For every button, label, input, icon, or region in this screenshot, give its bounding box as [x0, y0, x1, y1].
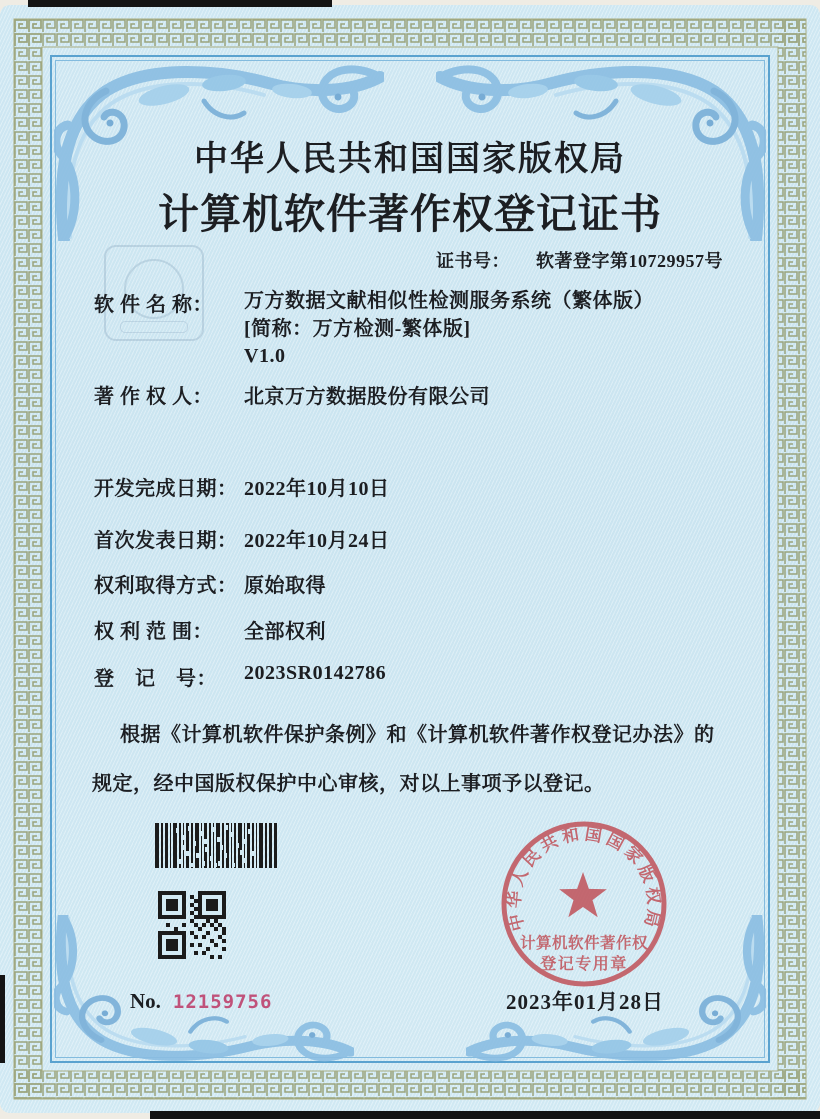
rights-scope-label: 权 利 范 围：	[94, 621, 213, 643]
seal-line1: 计算机软件著作权	[519, 935, 649, 952]
serial-number-row	[130, 989, 272, 1014]
software-name-line3: V1.0	[244, 345, 286, 367]
official-seal	[500, 820, 668, 988]
certificate-title: 计算机软件著作权登记证书	[158, 191, 662, 237]
seal-line2: 登记专用章	[540, 956, 628, 973]
scan-artifact-bottom	[150, 1111, 820, 1119]
serial-number-value: 12159756	[172, 991, 273, 1013]
scan-artifact-left	[0, 975, 5, 1063]
copyright-owner-value: 北京万方数据股份有限公司	[244, 386, 490, 408]
rights-acquisition-label: 权利取得方式：	[94, 575, 238, 597]
authority-name: 中华人民共和国国家版权局	[194, 141, 626, 178]
software-name-line2: [简称：万方检测-繁体版]	[244, 317, 471, 340]
field-software-name	[94, 288, 654, 371]
certificate-scan	[0, 5, 820, 1113]
software-name-label: 软 件 名 称：	[94, 294, 213, 316]
statement-line1: 根据《计算机软件保护条例》和《计算机软件著作权登记办法》的	[120, 724, 715, 746]
certificate-number-label: 证书号：	[436, 251, 510, 271]
rights-acquisition-value: 原始取得	[244, 575, 326, 597]
copyright-owner-label: 著 作 权 人：	[94, 386, 213, 408]
field-rights-acquisition	[94, 569, 326, 598]
certificate-number-row	[436, 247, 723, 273]
first-published-label: 首次发表日期：	[94, 530, 238, 552]
qr-code-icon	[158, 891, 226, 959]
software-name-value	[244, 288, 654, 371]
issue-date: 2023年01月28日	[506, 990, 664, 1014]
seal-star-icon	[559, 872, 607, 917]
registration-number-label: 登 记 号：	[94, 668, 217, 690]
statement-line2: 规定，经中国版权保护中心审核，对以上事项予以登记。	[92, 773, 605, 795]
registration-number-value: 2023SR0142786	[244, 662, 387, 684]
seal-ring-text: 中华人民共和国国家版权局	[504, 824, 664, 933]
serial-number-label: No.	[130, 989, 161, 1013]
rights-scope-value: 全部权利	[244, 621, 326, 643]
dev-completed-label: 开发完成日期：	[94, 478, 238, 500]
dev-completed-value: 2022年10月10日	[244, 478, 390, 500]
software-name-line1: 万方数据文献相似性检测服务系统（繁体版）	[244, 290, 654, 312]
field-dev-completed-date	[94, 472, 390, 501]
field-rights-scope	[94, 615, 326, 644]
scan-artifact-top	[28, 0, 332, 7]
first-published-value: 2022年10月24日	[244, 530, 390, 552]
field-copyright-owner	[94, 380, 490, 409]
field-registration-number	[94, 662, 386, 691]
barcode-icon	[155, 823, 277, 868]
field-first-published-date	[94, 524, 390, 553]
certificate-number-value: 软著登字第10729957号	[536, 251, 723, 271]
